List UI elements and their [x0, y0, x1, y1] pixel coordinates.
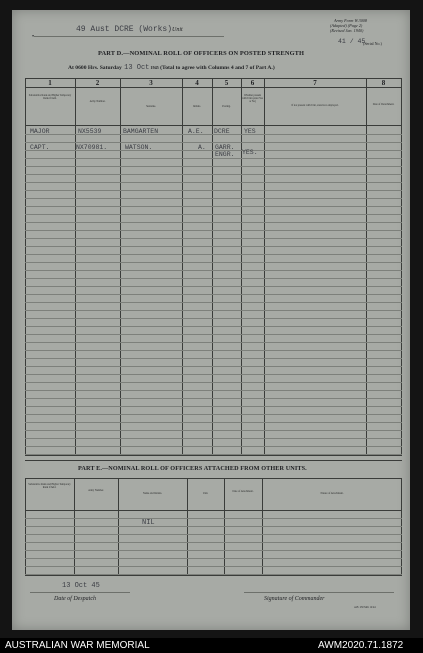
ruled-line: [25, 286, 402, 287]
row-1-present: YES: [244, 128, 256, 135]
signature-line: [244, 592, 394, 593]
col-head-5: Posting.: [222, 105, 231, 108]
form-revised: (Revised Jan. 1940): [330, 28, 364, 33]
ruled-line: [25, 558, 402, 559]
table-e-top: [25, 478, 402, 479]
row-2-surname: WATSON.: [125, 144, 153, 151]
part-d-date-line: [68, 64, 275, 72]
unit-name-typed: 49 Aust DCRE (Works): [76, 25, 173, 34]
ruled-line: [25, 206, 402, 207]
ruled-line: [25, 190, 402, 191]
ruled-line: [25, 198, 402, 199]
table-e-col-div: [118, 478, 119, 576]
unit-underline: [34, 36, 224, 37]
ruled-line: [25, 230, 402, 231]
e-col-head-5: Date of Attachment.: [232, 490, 254, 493]
ruled-line: [25, 222, 402, 223]
ruled-line: [25, 166, 402, 167]
row-2-number: NX70981.: [76, 144, 108, 151]
form-adapted: (Adapted) (Page 2): [330, 23, 363, 28]
ruled-line: [25, 294, 402, 295]
ruled-line: [25, 246, 402, 247]
archive-caption-bar: [0, 638, 423, 653]
ruled-line: [25, 534, 402, 535]
col-head-3: Surname.: [146, 105, 156, 108]
e-col-head-4: Unit.: [202, 492, 209, 495]
ruled-line: [25, 270, 402, 271]
ruled-line: [25, 566, 402, 567]
row-1-initials: A.E.: [188, 128, 204, 135]
ruled-line: [25, 550, 402, 551]
table-e-col-div: [187, 478, 188, 576]
ruled-line: [25, 382, 402, 383]
table-e-right: [401, 478, 402, 576]
ruled-line: [25, 158, 402, 159]
ruled-line: [25, 366, 402, 367]
ruled-line: [25, 302, 402, 303]
e-col-head-6: Nature of Attachment.: [320, 492, 344, 495]
row-2-initials: A.: [198, 144, 206, 151]
col-num-1: 1: [48, 79, 52, 87]
col-num-5: 5: [224, 79, 229, 87]
signature-label: Signature of Commander: [264, 596, 325, 602]
row-1-posting: DCRE: [214, 128, 230, 135]
archive-caption-right: AWM2020.71.1872: [318, 640, 404, 651]
ruled-line: [25, 334, 402, 335]
ruled-line: [25, 518, 402, 519]
ruled-line: [25, 398, 402, 399]
table-e-col-div: [74, 478, 75, 576]
serial-label: (Serial No.): [363, 41, 382, 46]
ruled-line: [25, 238, 402, 239]
ruled-line: [25, 446, 402, 447]
ruled-line: [25, 142, 402, 143]
ruled-line: [25, 174, 402, 175]
col-num-6: 6: [250, 79, 255, 87]
ruled-line: [25, 406, 402, 407]
e-col-head-3: Name and Initials.: [142, 492, 163, 495]
table-e-bottom: [25, 575, 402, 576]
ruled-line: [25, 254, 402, 255]
col-num-3: 3: [149, 79, 153, 87]
ruled-line: [25, 310, 402, 311]
part-e-nil-entry: NIL: [142, 519, 155, 527]
part-d-title: PART D.—NOMINAL ROLL OF OFFICERS ON POSTED STRENGTH: [98, 50, 305, 57]
table-e-header-bottom: [25, 510, 402, 511]
table-e-left: [25, 478, 26, 576]
ruled-line: [25, 342, 402, 343]
col-num-4: 4: [195, 79, 199, 87]
col-head-7: If not present with Unit, state how employed.: [291, 104, 339, 107]
e-col-head-1: Substantive Rank and Higher Temporary Rank if held.: [28, 483, 71, 490]
col-num-8: 8: [381, 79, 386, 87]
ruled-line: [25, 326, 402, 327]
e-col-head-2: Army Number.: [88, 489, 104, 492]
part-d-note: (Total to agree with Columns 4 and 7 of Part A.): [160, 65, 275, 71]
ruled-line: [25, 350, 402, 351]
table-d-header-bottom: [25, 125, 402, 126]
document-sheet: [12, 10, 410, 630]
row-1-number: NX5539: [78, 128, 102, 135]
ruled-line: [25, 374, 402, 375]
ruled-line: [25, 438, 402, 439]
part-d-at-prefix: At 0600 Hrs. Saturday: [68, 65, 122, 71]
part-d-year: 1945: [150, 65, 159, 70]
ruled-line: [25, 358, 402, 359]
col-head-1: Substantive Rank and Higher Temporary Rank if held.: [28, 94, 72, 101]
col-head-2: Army Number.: [89, 100, 106, 103]
col-num-7: 7: [313, 79, 317, 87]
col-head-4: Initials.: [193, 105, 201, 108]
row-2-posting: GARR. ENGR.: [215, 144, 235, 158]
despatch-date-line: [30, 592, 130, 593]
ruled-line: [25, 422, 402, 423]
form-name: Army Form W.3008: [334, 18, 367, 23]
ruled-line: [25, 318, 402, 319]
col-head-6: Whether present with Unit (enter Yes or No): [242, 94, 263, 104]
ruled-line: [25, 430, 402, 431]
despatch-date: 13 Oct 45: [62, 582, 100, 590]
part-d-date-value: 13 Oct: [124, 64, 150, 72]
archive-caption-left: AUSTRALIAN WAR MEMORIAL: [5, 640, 150, 651]
col-num-2: 2: [95, 79, 100, 87]
table-d-bottom: [25, 455, 402, 456]
printer-note: A.H. 230 Mdc 12/44: [354, 606, 376, 609]
despatch-label: Date of Despatch: [54, 596, 96, 602]
unit-name: [76, 25, 183, 34]
part-e-title: PART E.—NOMINAL ROLL OF OFFICERS ATTACHED FROM OTHER UNITS.: [78, 465, 307, 472]
ruled-line: [25, 454, 402, 455]
ruled-line: [25, 526, 402, 527]
part-e-top-rule: [25, 460, 402, 461]
ruled-line: [25, 182, 402, 183]
row-1-surname: BAMGARTEN: [123, 128, 159, 135]
pin-mark: •: [32, 34, 35, 40]
table-e-col-div: [224, 478, 225, 576]
ruled-line: [25, 542, 402, 543]
table-e-col-div: [262, 478, 263, 576]
ruled-line: [25, 214, 402, 215]
col-head-8: Date of Detachment.: [372, 103, 395, 106]
ruled-line: [25, 574, 402, 575]
serial-value: 41 / 45: [338, 38, 366, 45]
ruled-line: [25, 278, 402, 279]
ruled-line: [25, 414, 402, 415]
table-d-numrow-bottom: [25, 87, 402, 88]
row-1-rank: MAJOR: [30, 128, 50, 135]
unit-suffix: Unit: [172, 27, 183, 33]
ruled-line: [25, 390, 402, 391]
ruled-line: [25, 262, 402, 263]
row-2-present: YES.: [242, 149, 258, 156]
row-2-rank: CAPT.: [30, 144, 50, 151]
